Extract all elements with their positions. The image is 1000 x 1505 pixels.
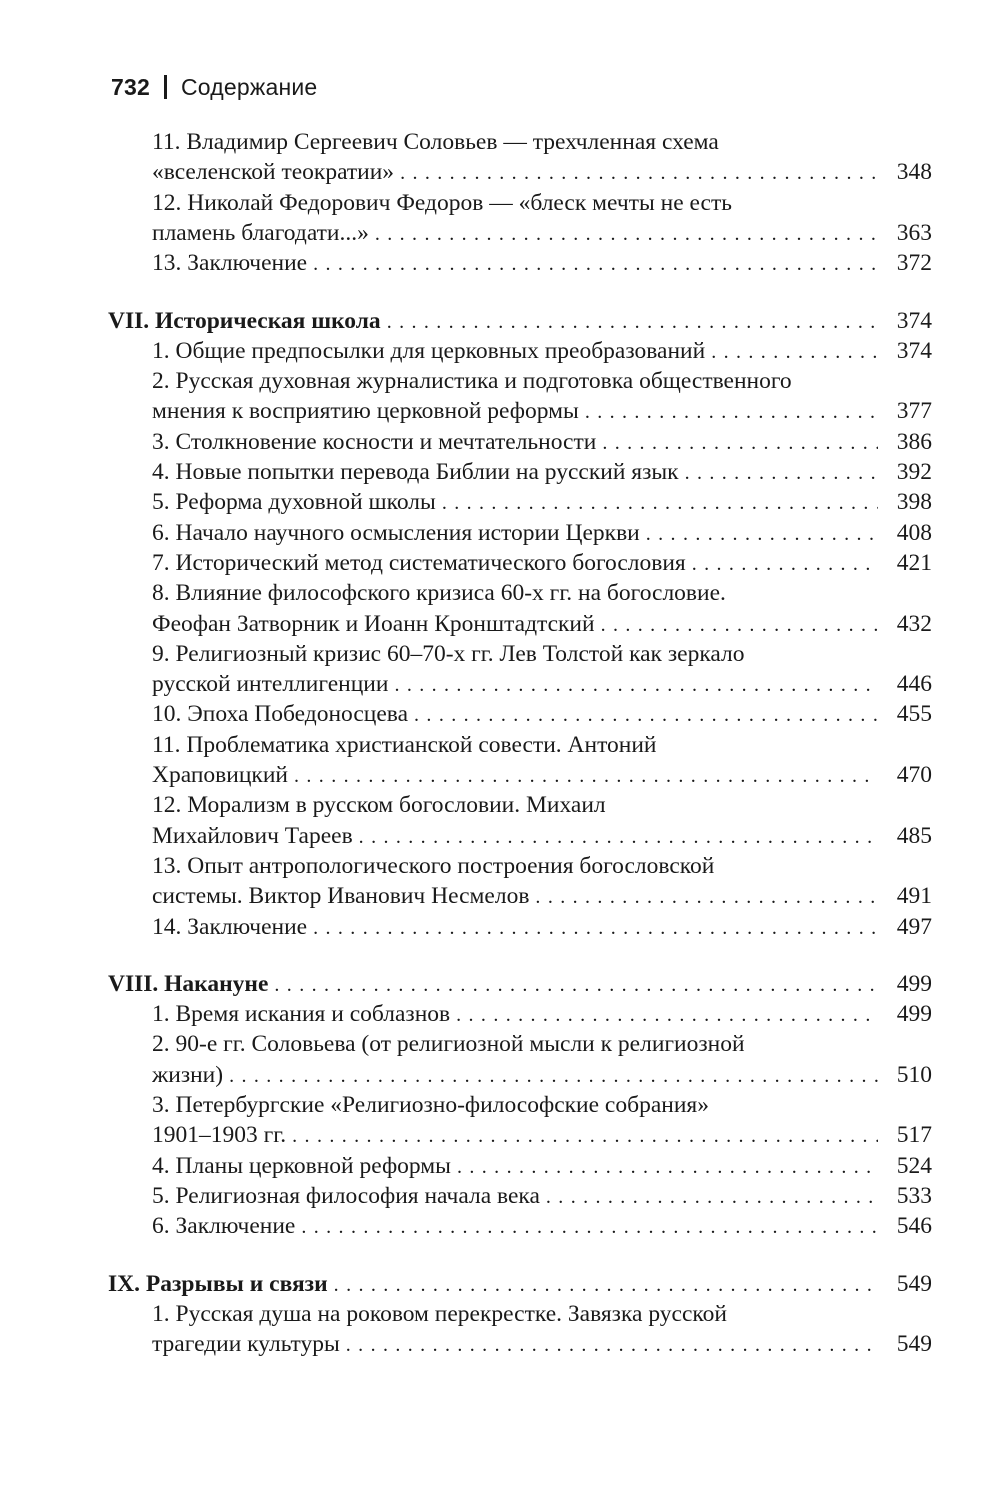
- leader-dots: [375, 219, 878, 248]
- toc-entry-last-line: [152, 609, 932, 639]
- toc-page-number: 549: [896, 1331, 932, 1358]
- toc-page-number: 497: [896, 913, 932, 940]
- toc-entry-last-line: [108, 969, 932, 999]
- leader-dots: [711, 337, 878, 366]
- leader-dots: [359, 822, 878, 851]
- toc-entry-last-line: [152, 1329, 932, 1359]
- leader-dots: [334, 1270, 878, 1299]
- toc-entry-title: Михайлович Тареев: [152, 822, 353, 849]
- toc-entry-title: жизни): [152, 1061, 224, 1088]
- leader-dots: [274, 970, 878, 999]
- toc-entry-title: Феофан Затворник и Иоанн Кронштадтский: [152, 610, 595, 637]
- toc-entry-title: 6. Начало научного осмысления истории Церкви: [152, 519, 640, 546]
- toc-page-number: 470: [896, 762, 932, 788]
- toc-entry-last-line: [152, 999, 932, 1029]
- toc-entry-last-line: [152, 760, 932, 790]
- toc-page-number: 398: [896, 489, 932, 516]
- leader-dots: [229, 1061, 878, 1090]
- leader-dots: [313, 913, 878, 942]
- toc-entry-last-line: [152, 548, 932, 578]
- toc-entry-title: 5. Религиозная философия начала века: [152, 1182, 540, 1209]
- leader-dots: [313, 249, 878, 278]
- toc-entry-last-line: [152, 336, 932, 366]
- leader-dots: [292, 1121, 878, 1150]
- toc-entry-last-line: [152, 821, 932, 851]
- toc-page-number: 392: [896, 459, 932, 485]
- toc-entry-last-line: [152, 457, 932, 487]
- toc-page-number: 485: [896, 822, 932, 849]
- toc-entry-last-line: [152, 1181, 932, 1211]
- toc-entry-line: [152, 851, 714, 881]
- toc-entry-title: VII. Историческая школа: [108, 307, 381, 334]
- leader-dots: [535, 882, 878, 911]
- toc-entry-last-line: [152, 218, 932, 248]
- leader-dots: [457, 1152, 878, 1181]
- toc-entry-last-line: [152, 669, 932, 699]
- leader-dots: [601, 610, 878, 639]
- toc-entry-title: пламень благодати...»: [152, 219, 369, 246]
- toc-entry-title: 14. Заключение: [152, 913, 308, 940]
- toc-entry-title: 13. Опыт антропологического построения богословской: [152, 852, 715, 879]
- toc-entry-line: [152, 1029, 745, 1059]
- toc-entry-title: 2. Русская духовная журналистика и подготовка общественного: [152, 368, 792, 395]
- leader-dots: [414, 700, 878, 729]
- toc-entry-title: трагедии культуры: [152, 1331, 340, 1358]
- toc-entry-title: 3. Столкновение косности и мечтательности: [152, 428, 597, 455]
- leader-dots: [394, 670, 878, 699]
- leader-dots: [546, 1182, 878, 1211]
- toc-page-number: 517: [896, 1122, 932, 1149]
- toc-entry-last-line: [152, 1211, 932, 1241]
- toc-page-number: 432: [896, 610, 932, 637]
- toc-page-number: 348: [896, 159, 932, 186]
- toc-entry-last-line: [152, 518, 932, 548]
- leader-dots: [387, 307, 878, 336]
- toc-entry-title: 6. Заключение: [152, 1213, 296, 1240]
- toc-page-number: 408: [896, 519, 932, 546]
- toc-entry-line: [152, 127, 719, 157]
- toc-page-number: 524: [896, 1152, 932, 1179]
- toc-entry-last-line: [152, 427, 932, 457]
- leader-dots: [442, 488, 878, 517]
- toc-entry-line: [152, 578, 726, 608]
- toc-entry-title: 1901–1903 гг.: [152, 1122, 287, 1149]
- toc-entry-title: 1. Русская душа на роковом перекрестке. Завязка русской: [152, 1300, 727, 1327]
- toc-page-number: 549: [896, 1270, 932, 1297]
- toc-entry-title: IX. Разрывы и связи: [108, 1270, 328, 1297]
- leader-dots: [400, 158, 878, 187]
- toc-entry-last-line: [152, 699, 932, 729]
- toc-entry-title: 11. Владимир Сергеевич Соловьев — трехчленная схема: [152, 129, 719, 155]
- leader-dots: [602, 428, 878, 457]
- toc-entry-title: «вселенской теократии»: [152, 159, 395, 186]
- toc-page-number: 374: [896, 337, 932, 364]
- toc-entry-last-line: [108, 306, 932, 336]
- toc-entry-title: русской интеллигенции: [152, 671, 389, 698]
- toc-entry-title: 5. Реформа духовной школы: [152, 489, 436, 516]
- toc-page-number: 499: [896, 970, 932, 997]
- toc-entry-title: 3. Петербургские «Религиозно-философские собрания»: [152, 1092, 709, 1118]
- toc-page-number: 374: [896, 307, 932, 334]
- toc-page-number: 377: [896, 398, 932, 425]
- toc-entry-title: Храповицкий: [152, 762, 288, 788]
- leader-dots: [692, 549, 878, 578]
- toc-page-number: 455: [896, 701, 932, 728]
- toc-entry-last-line: [152, 912, 932, 942]
- toc-entry-title: 1. Общие предпосылки для церковных преобразований: [152, 337, 706, 364]
- toc-entry-title: 12. Морализм в русском богословии. Михаил: [152, 792, 606, 819]
- toc-entry-title: 8. Влияние философского кризиса 60-х гг. на богословие.: [152, 580, 726, 607]
- toc-page-number: 533: [896, 1182, 932, 1209]
- leader-dots: [294, 761, 878, 790]
- toc-entry-title: 10. Эпоха Победоносцева: [152, 701, 409, 728]
- toc-entry-line: [152, 730, 657, 760]
- toc-entry-line: [152, 1090, 709, 1120]
- toc-entry-title: 2. 90-е гг. Соловьева (от религиозной мысли к религиозной: [152, 1031, 745, 1058]
- toc-entry-title: 12. Николай Федорович Федоров — «блеск мечты не есть: [152, 189, 732, 216]
- toc-entry-last-line: [152, 487, 932, 517]
- toc-entry-line: [152, 1299, 727, 1329]
- toc-entry-title: 4. Планы церковной реформы: [152, 1152, 451, 1179]
- toc-entry-last-line: [152, 881, 932, 911]
- toc-page-number: 510: [896, 1061, 932, 1088]
- toc-page-number: 363: [896, 219, 932, 246]
- leader-dots: [585, 397, 878, 426]
- toc-page-number: 386: [896, 428, 932, 455]
- toc-entry-last-line: [152, 157, 932, 187]
- toc-entry-last-line: [152, 1120, 932, 1150]
- page-number: 732: [111, 73, 150, 100]
- toc-entry-title: VIII. Накануне: [108, 970, 269, 997]
- toc-entry-last-line: [108, 1269, 932, 1299]
- toc-page-number: 491: [896, 883, 932, 910]
- toc-entry-title: мнения к восприятию церковной реформы: [152, 398, 579, 425]
- toc-entry-last-line: [152, 1151, 932, 1181]
- toc-entry-title: 4. Новые попытки перевода Библии на русский язык: [152, 459, 679, 485]
- toc-entry-last-line: [152, 396, 932, 426]
- leader-dots: [685, 458, 878, 487]
- leader-dots: [646, 519, 878, 548]
- toc-entry-last-line: [152, 1060, 932, 1090]
- toc-entry-title: системы. Виктор Иванович Несмелов: [152, 883, 530, 910]
- section-title: Содержание: [180, 73, 318, 100]
- toc-entry-line: [152, 366, 792, 396]
- leader-dots: [456, 1000, 878, 1029]
- toc-page-number: 421: [896, 549, 932, 576]
- toc-page-number: 372: [896, 250, 932, 277]
- toc-entry-title: 1. Время искания и соблазнов: [152, 1001, 451, 1028]
- toc-page-number: 546: [896, 1213, 932, 1240]
- toc-entry-line: [152, 639, 745, 669]
- toc-page-number: 446: [896, 671, 932, 698]
- leader-dots: [301, 1212, 878, 1241]
- toc-entry-title: 7. Исторический метод систематического богословия: [152, 549, 686, 576]
- toc-entry-title: 9. Религиозный кризис 60–70-х гг. Лев Толстой как зеркало: [152, 640, 745, 667]
- toc-entry-title: 13. Заключение: [152, 250, 308, 277]
- toc-entry-line: [152, 188, 732, 218]
- toc-page-number: 499: [896, 1001, 932, 1028]
- toc-entry-last-line: [152, 248, 932, 278]
- toc-entry-title: 11. Проблематика христианской совести. Антоний: [152, 731, 657, 758]
- toc-entry-line: [152, 790, 606, 820]
- leader-dots: [346, 1330, 878, 1359]
